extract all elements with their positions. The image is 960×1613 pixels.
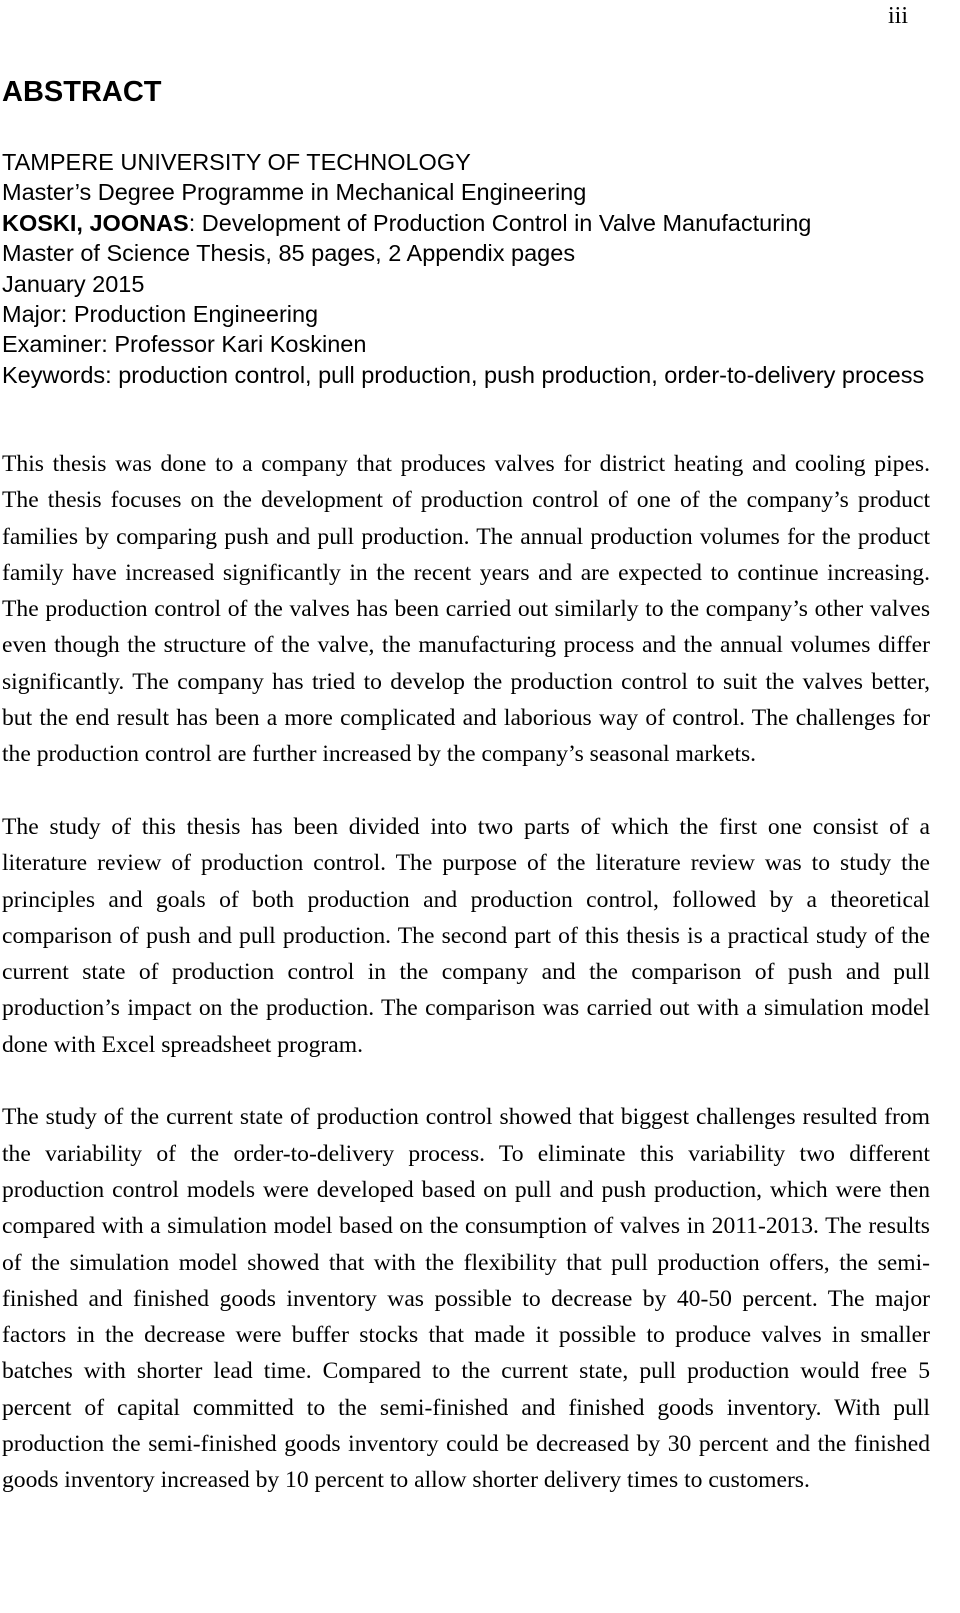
abstract-heading: ABSTRACT [2,76,162,108]
abstract-body [2,446,930,1499]
thesis-metadata [2,147,930,390]
thesis-major: Major: Production Engineering [2,301,319,328]
abstract-paragraph-3: The study of the current state of production control showed that biggest challenges resulted from the variability of the order-to-delivery process. To eliminate this variability two different production control models were developed based on pull and push production, which were then compared with a simulation model based on the consumption of valves in 2011-2013. The results of the simulation model showed that with the flexibility that pull production offers, the semi-finished and finished goods inventory was possible to decrease by 40-50 percent. The major factors in the decrease were buffer stocks that made it possible to produce valves in smaller batches with shorter lead time. Compared to the current state, pull production would free 5 percent of capital committed to the semi-finished and finished goods inventory. With pull production the semi-finished goods inventory could be decreased by 30 percent and the finished goods inventory increased by 10 percent to allow shorter delivery times to customers. [2,1104,930,1494]
abstract-paragraph-1: This thesis was done to a company that produces valves for district heating and cooling pipes. The thesis focuses on the development of production control of one of the company’s product families by comparing push and pull production. The annual production volumes for the product family have increased significantly in the recent years and are expected to continue increasing. The production control of the valves has been carried out similarly to the company’s other valves even though the structure of the valve, the manufacturing process and the annual volumes differ significantly. The company has tried to develop the production control to suit the valves better, but the end result has been a more complicated and laborious way of control. The challenges for the production control are further increased by the company’s seasonal markets. [2,451,930,768]
page-number: iii [887,3,908,29]
thesis-keywords: Keywords: production control, pull production, push production, order-to-delivery process [2,361,925,388]
thesis-date: January 2015 [2,270,145,297]
thesis-title: : Development of Production Control in Valve Manufacturing [188,209,812,236]
thesis-examiner: Examiner: Professor Kari Koskinen [2,331,367,358]
university-name: TAMPERE UNIVERSITY OF TECHNOLOGY [2,149,471,175]
thesis-info: Master of Science Thesis, 85 pages, 2 Appendix pages [2,240,576,267]
abstract-paragraph-2: The study of this thesis has been divided into two parts of which the first one consist of a literature review of production control. The purpose of the literature review was to study the principles and goals of both production and production control, followed by a theoretical comparison of push and pull production. The second part of this thesis is a practical study of the current state of production control in the company and the comparison of push and pull production’s impact on the production. The comparison was carried out with a simulation model done with Excel spreadsheet program. [2,813,930,1058]
author-title-line [2,208,930,238]
degree-programme: Master’s Degree Programme in Mechanical Engineering [2,179,587,206]
author-name: KOSKI, JOONAS [2,209,189,236]
